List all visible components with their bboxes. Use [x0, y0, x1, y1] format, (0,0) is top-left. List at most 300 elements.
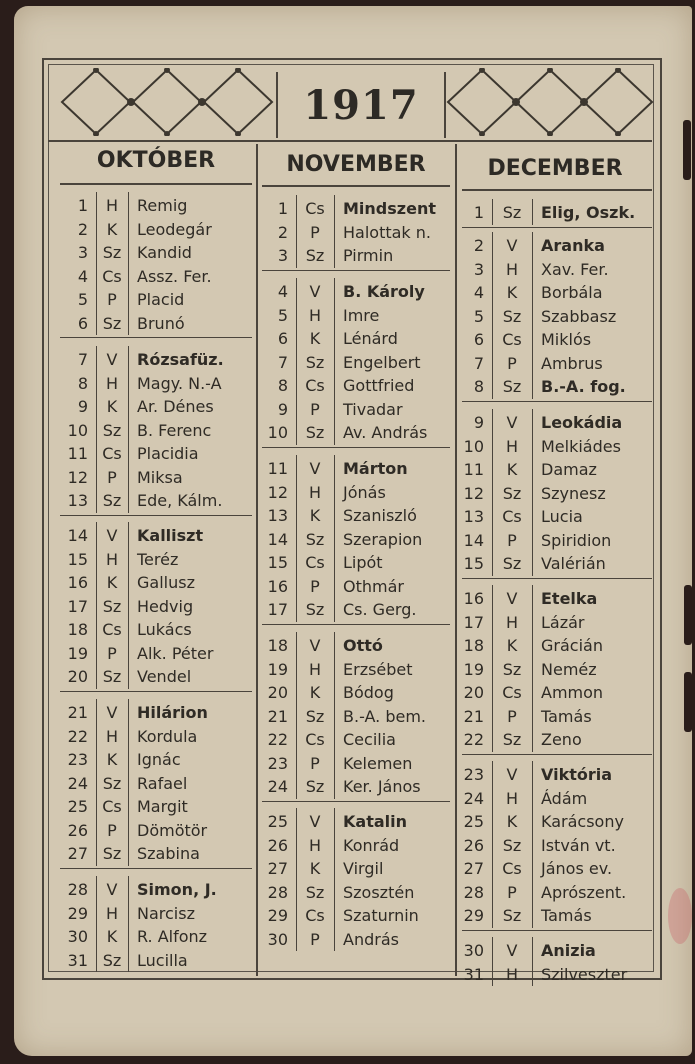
day-number: 19 [463, 659, 484, 679]
day-number: 25 [267, 812, 288, 831]
name-day: Brunó [137, 313, 185, 333]
day-number: 11 [267, 459, 288, 478]
name-day: János ev. [541, 859, 613, 878]
day-row [462, 505, 583, 528]
weekday-abbrev: Cs [102, 266, 122, 286]
day-row [462, 658, 597, 681]
day-number: 12 [463, 483, 484, 503]
weekday-abbrev: H [505, 788, 519, 808]
weekday-abbrev: K [106, 573, 118, 592]
weekday-abbrev: V [506, 589, 518, 608]
day-row [60, 842, 200, 865]
day-row [60, 194, 187, 217]
day-row [462, 611, 585, 634]
month-title-rule [462, 189, 652, 191]
weekday-abbrev: K [506, 283, 518, 302]
weekday-abbrev: K [506, 460, 518, 479]
name-day: Viktória [541, 765, 613, 784]
day-number: 20 [463, 683, 484, 702]
name-day: Vendel [137, 667, 192, 686]
name-day: R. Alfonz [137, 927, 208, 946]
day-number: 16 [67, 573, 88, 592]
day-number: 7 [77, 350, 88, 369]
name-day: B. Károly [343, 282, 425, 301]
day-number: 20 [67, 667, 88, 686]
weekday-abbrev: P [507, 353, 517, 373]
weekday-abbrev: Sz [502, 835, 522, 855]
name-day: Av. András [343, 423, 428, 442]
weekday-abbrev: P [107, 820, 117, 840]
day-number: 29 [267, 906, 288, 925]
name-day: Gallusz [137, 573, 195, 592]
name-day: Simon, J. [137, 880, 217, 899]
name-day: Hedvig [137, 596, 194, 616]
weekday-abbrev: H [505, 964, 519, 984]
binding-mark [684, 672, 692, 732]
name-day: Imre [343, 305, 380, 325]
weekday-abbrev: Sz [502, 203, 522, 222]
day-row [262, 197, 436, 220]
name-day: B.-A. fog. [541, 377, 626, 396]
day-row [262, 221, 431, 244]
day-row [462, 529, 611, 552]
weekday-abbrev: Sz [502, 906, 522, 925]
weekday-abbrev: Cs [102, 444, 122, 463]
weekday-abbrev: Sz [102, 950, 122, 970]
weekday-abbrev: K [309, 329, 321, 348]
weekday-abbrev: V [309, 812, 321, 831]
day-number: 16 [267, 576, 288, 596]
name-day: Spiridion [541, 530, 612, 550]
day-number: 21 [67, 703, 88, 722]
name-day: Rafael [137, 773, 188, 793]
name-day: Halottak n. [343, 222, 431, 242]
day-number: 6 [277, 329, 288, 348]
name-day: Narcisz [137, 903, 195, 923]
day-row [262, 528, 422, 551]
month-title-december: DECEMBER [487, 156, 623, 181]
day-number: 8 [277, 376, 288, 395]
day-number: 12 [267, 482, 288, 502]
weekday-abbrev: H [105, 196, 119, 215]
day-row [60, 548, 178, 571]
weekday-abbrev: Sz [502, 306, 522, 326]
week-separator [60, 691, 252, 692]
day-number: 5 [77, 290, 88, 309]
weekday-abbrev: Sz [305, 423, 325, 442]
day-row [462, 787, 587, 810]
name-day: Gottfried [343, 376, 415, 395]
day-number: 29 [67, 903, 88, 923]
weekday-abbrev: Sz [502, 483, 522, 503]
day-row [262, 504, 417, 527]
weekday-abbrev: Sz [102, 773, 122, 793]
week-separator [262, 270, 450, 271]
name-day: Ker. János [343, 777, 421, 796]
day-number: 14 [463, 530, 484, 550]
day-number: 22 [67, 726, 88, 746]
name-day: Jónás [343, 482, 386, 502]
name-day: Lucilla [137, 950, 188, 970]
day-number: 17 [463, 612, 484, 632]
day-row [262, 481, 386, 504]
day-number: 24 [463, 788, 484, 808]
day-number: 21 [267, 706, 288, 726]
name-day: Szaturnin [343, 906, 419, 925]
weekday-abbrev: Sz [102, 491, 122, 510]
weekday-abbrev: H [105, 549, 119, 569]
day-row [262, 658, 413, 681]
day-row [60, 902, 195, 925]
weekday-abbrev: V [309, 636, 321, 655]
name-day: Teréz [137, 549, 179, 569]
day-number: 22 [463, 730, 484, 749]
day-row [262, 881, 414, 904]
day-number: 1 [277, 199, 288, 218]
day-number: 28 [463, 882, 484, 902]
name-day: Hilárion [137, 703, 208, 722]
weekday-abbrev: V [506, 413, 518, 432]
day-row [60, 795, 188, 818]
day-number: 15 [67, 549, 88, 569]
day-row [462, 963, 627, 986]
name-day: Lénárd [343, 329, 398, 348]
day-number: 27 [463, 859, 484, 878]
day-row [462, 834, 616, 857]
weekday-abbrev: K [106, 927, 118, 946]
day-row [262, 681, 394, 704]
day-number: 1 [473, 203, 484, 222]
day-number: 16 [463, 589, 484, 608]
name-day: Damaz [541, 460, 597, 479]
day-number: 20 [267, 683, 288, 702]
day-row [462, 375, 626, 398]
day-number: 7 [473, 353, 484, 373]
weekday-abbrev: K [106, 219, 118, 239]
name-day: Ádám [541, 788, 588, 808]
weekday-abbrev: P [507, 882, 517, 902]
day-number: 10 [267, 423, 288, 442]
day-number: 13 [463, 507, 484, 526]
day-row [60, 878, 217, 901]
weekday-abbrev: V [106, 703, 118, 722]
day-number: 6 [473, 330, 484, 349]
day-number: 3 [473, 259, 484, 279]
week-separator [262, 624, 450, 625]
name-day: B. Ferenc [137, 420, 212, 440]
weekday-abbrev: V [106, 526, 118, 545]
day-row [262, 598, 416, 621]
name-day: Etelka [541, 589, 598, 608]
day-row [262, 327, 398, 350]
name-day: Magy. N.-A [137, 373, 222, 393]
day-number: 13 [267, 506, 288, 525]
weekday-abbrev: Sz [305, 706, 325, 726]
day-row [262, 904, 419, 927]
weekday-abbrev: Sz [305, 246, 325, 265]
day-number: 27 [267, 859, 288, 878]
name-day: Karácsony [541, 812, 624, 831]
day-row [462, 634, 603, 657]
day-number: 25 [463, 812, 484, 831]
column-separator [256, 144, 258, 976]
weekday-abbrev: Sz [502, 659, 522, 679]
week-separator [60, 337, 252, 338]
name-day: Mindszent [343, 199, 436, 218]
weekday-abbrev: P [507, 706, 517, 726]
weekday-abbrev: Cs [305, 906, 325, 925]
day-number: 24 [67, 773, 88, 793]
name-day: Placidia [137, 444, 199, 463]
name-day: Melkiádes [541, 436, 621, 456]
week-separator [462, 401, 652, 402]
weekday-abbrev: V [309, 282, 321, 301]
name-day: Elig, Oszk. [541, 203, 636, 222]
weekday-abbrev: Sz [502, 554, 522, 573]
name-day: Márton [343, 459, 408, 478]
name-day: Szosztén [343, 882, 415, 902]
day-row [462, 258, 609, 281]
weekday-abbrev: H [105, 373, 119, 393]
weekday-abbrev: Cs [502, 507, 522, 526]
name-day: Zeno [541, 730, 582, 749]
day-row [60, 748, 181, 771]
name-day: Othmár [343, 576, 404, 596]
name-day: Ottó [343, 636, 383, 655]
name-day: András [343, 929, 399, 949]
day-number: 4 [77, 266, 88, 286]
day-number: 26 [67, 820, 88, 840]
week-separator [60, 515, 252, 516]
name-day: Anizia [541, 941, 596, 960]
day-row [60, 372, 222, 395]
day-row [262, 705, 426, 728]
day-number: 18 [67, 620, 88, 639]
day-number: 30 [267, 929, 288, 949]
day-row [262, 351, 421, 374]
day-row [60, 265, 212, 288]
day-row [462, 305, 616, 328]
name-day: Assz. Fer. [137, 266, 212, 286]
day-row [262, 857, 383, 880]
day-number: 14 [67, 526, 88, 545]
name-day: Virgil [343, 859, 384, 878]
day-number: 30 [67, 927, 88, 946]
day-number: 22 [267, 730, 288, 749]
name-day: Remig [137, 196, 188, 215]
day-number: 3 [77, 243, 88, 262]
weekday-abbrev: P [310, 399, 320, 419]
weekday-abbrev: Cs [502, 859, 522, 878]
binding-mark [684, 585, 692, 645]
day-row [462, 281, 603, 304]
weekday-abbrev: Sz [305, 600, 325, 619]
day-row [60, 524, 203, 547]
name-day: Lucia [541, 507, 583, 526]
name-day: Rózsafüz. [137, 350, 224, 369]
day-number: 9 [77, 397, 88, 416]
day-row [262, 457, 408, 480]
weekday-abbrev: Cs [305, 199, 325, 218]
day-number: 13 [67, 491, 88, 510]
day-number: 31 [463, 964, 484, 984]
name-day: Ar. Dénes [137, 397, 214, 416]
day-row [462, 201, 635, 224]
day-number: 23 [267, 753, 288, 773]
day-number: 28 [267, 882, 288, 902]
weekday-abbrev: Sz [102, 313, 122, 333]
name-day: Ammon [541, 683, 604, 702]
day-row [60, 618, 192, 641]
day-row [60, 949, 188, 972]
weekday-abbrev: V [309, 459, 321, 478]
weekday-abbrev: K [309, 683, 321, 702]
name-day: Erzsébet [343, 659, 413, 679]
name-day: Ede, Kálm. [137, 491, 223, 510]
day-row [60, 665, 191, 688]
name-day: Placid [137, 290, 185, 309]
day-row [262, 244, 393, 267]
day-row [262, 634, 383, 657]
name-day: Konrád [343, 835, 400, 855]
day-row [60, 241, 192, 264]
day-row [462, 328, 591, 351]
day-row [262, 575, 404, 598]
weekday-abbrev: K [106, 397, 118, 416]
day-number: 21 [463, 706, 484, 726]
day-row [462, 857, 612, 880]
weekday-abbrev: P [310, 222, 320, 242]
name-day: Valérián [541, 554, 606, 573]
day-number: 3 [277, 246, 288, 265]
month-title-oktober: OKTÓBER [96, 148, 216, 173]
weekday-abbrev: Sz [102, 667, 122, 686]
name-day: Lukács [137, 620, 192, 639]
day-number: 19 [67, 643, 88, 663]
day-row [60, 571, 195, 594]
day-number: 12 [67, 467, 88, 487]
name-day: Szaniszló [343, 506, 417, 525]
month-title-november: NOVEMBER [286, 152, 426, 177]
day-row [462, 458, 597, 481]
weekday-abbrev: P [107, 643, 117, 663]
day-row [462, 939, 596, 962]
day-number: 19 [267, 659, 288, 679]
day-row [60, 218, 212, 241]
name-day: Miklós [541, 330, 592, 349]
name-day: István vt. [541, 835, 616, 855]
name-day: Szynesz [541, 483, 606, 503]
day-row [462, 482, 606, 505]
day-row [60, 489, 222, 512]
weekday-abbrev: H [308, 659, 322, 679]
day-number: 9 [473, 413, 484, 432]
day-number: 24 [267, 777, 288, 796]
day-row [262, 810, 407, 833]
week-separator [262, 801, 450, 802]
name-day: Miksa [137, 467, 183, 487]
weekday-abbrev: H [505, 436, 519, 456]
weekday-abbrev: H [308, 305, 322, 325]
name-day: Szabbasz [541, 306, 617, 326]
day-row [462, 904, 592, 927]
name-day: Szerapion [343, 529, 423, 549]
day-number: 26 [267, 835, 288, 855]
weekday-abbrev: Sz [102, 420, 122, 440]
day-row [462, 435, 621, 458]
day-row [262, 834, 399, 857]
name-day: Kordula [137, 726, 198, 746]
day-number: 4 [277, 282, 288, 301]
name-day: Szilveszter [541, 964, 628, 984]
day-number: 30 [463, 941, 484, 960]
name-day: Kandid [137, 243, 192, 262]
day-row [60, 772, 187, 795]
name-day: Engelbert [343, 352, 421, 372]
day-row [262, 728, 396, 751]
day-number: 9 [277, 399, 288, 419]
day-number: 15 [267, 553, 288, 572]
name-day: Szabina [137, 844, 200, 863]
day-number: 31 [67, 950, 88, 970]
weekday-abbrev: H [105, 903, 119, 923]
day-number: 25 [67, 797, 88, 816]
weekday-abbrev: P [310, 929, 320, 949]
day-row [262, 398, 403, 421]
weekday-abbrev: Cs [502, 683, 522, 702]
day-row [462, 352, 603, 375]
day-row [462, 681, 603, 704]
lattice-ornament-right [446, 68, 654, 136]
weekday-abbrev: Cs [102, 620, 122, 639]
name-day: B.-A. bem. [343, 706, 426, 726]
day-number: 10 [67, 420, 88, 440]
name-day: Lázár [541, 612, 585, 632]
name-day: Borbála [541, 283, 603, 302]
day-row [462, 705, 592, 728]
name-day: Margit [137, 797, 188, 816]
day-row [462, 552, 606, 575]
stain-mark [668, 888, 692, 944]
day-row [60, 642, 213, 665]
column-separator [455, 144, 457, 976]
name-day: Kalliszt [137, 526, 204, 545]
day-number: 17 [67, 596, 88, 616]
weekday-abbrev: V [506, 236, 518, 255]
lattice-ornament-left [60, 68, 274, 136]
day-row [60, 395, 214, 418]
week-separator [262, 447, 450, 448]
year-box [276, 72, 446, 138]
day-number: 8 [77, 373, 88, 393]
weekday-abbrev: Sz [102, 844, 122, 863]
day-row [60, 442, 199, 465]
day-number: 11 [67, 444, 88, 463]
day-row [462, 234, 605, 257]
weekday-abbrev: P [310, 576, 320, 596]
week-separator [462, 930, 652, 931]
weekday-abbrev: Sz [502, 730, 522, 749]
name-day: Neméz [541, 659, 597, 679]
day-number: 10 [463, 436, 484, 456]
day-number: 27 [67, 844, 88, 863]
day-row [262, 551, 383, 574]
weekday-abbrev: Sz [502, 377, 522, 396]
weekday-abbrev: Sz [305, 352, 325, 372]
day-number: 5 [277, 305, 288, 325]
name-day: Cecilia [343, 730, 396, 749]
day-number: 18 [463, 636, 484, 655]
